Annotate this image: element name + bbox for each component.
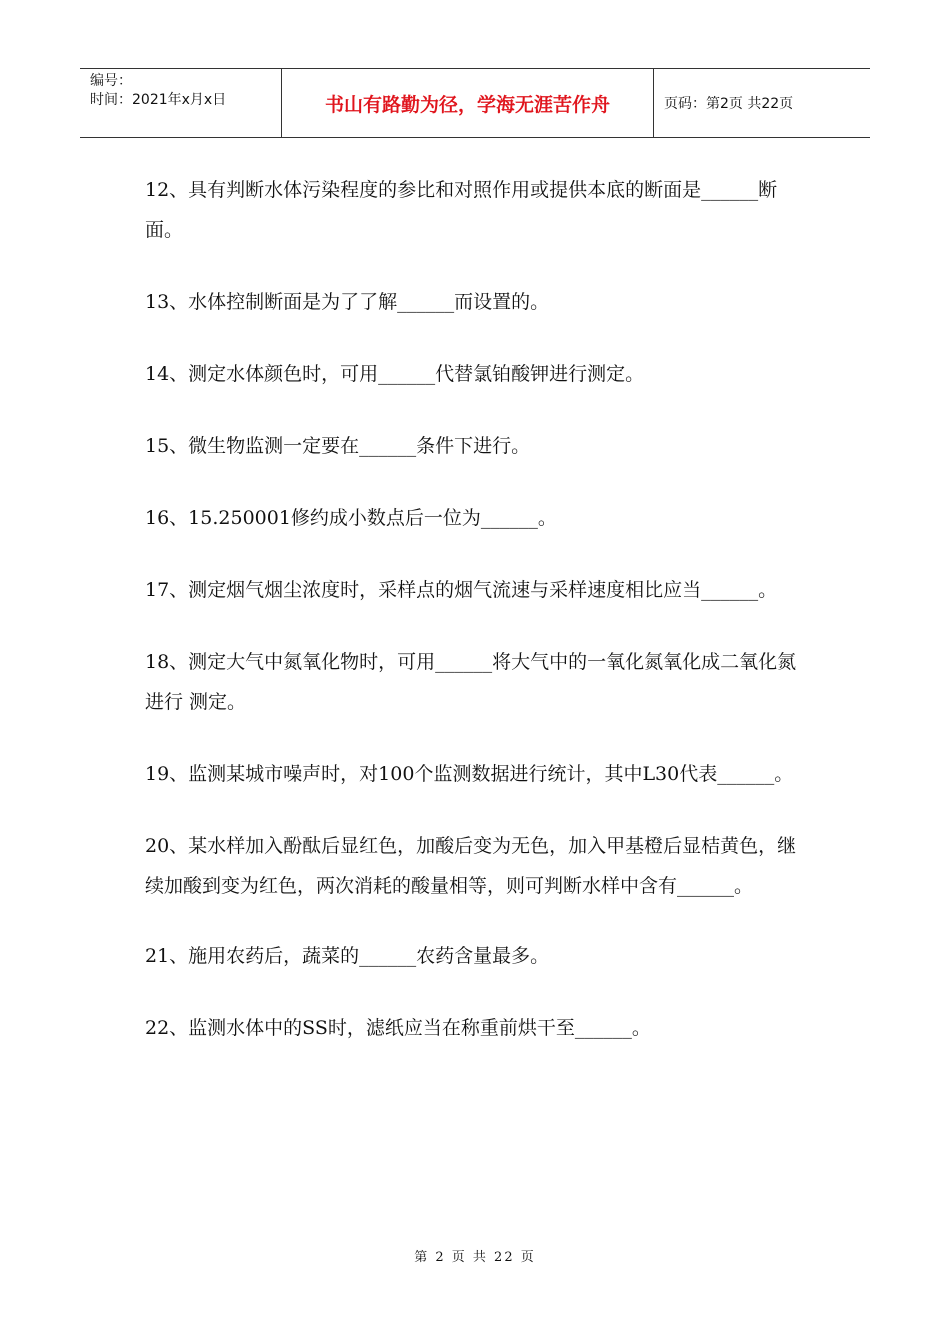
question-12: 12、具有判断水体污染程度的参比和对照作用或提供本底的断面是______断面。 bbox=[145, 179, 778, 241]
header-page-info: 页码：第2页 共22页 bbox=[664, 96, 794, 112]
header-motto: 书山有路勤为径，学海无涯苦作舟 bbox=[282, 69, 654, 137]
question-13: 13、水体控制断面是为了了解______而设置的。 bbox=[145, 291, 550, 313]
question-list bbox=[145, 170, 805, 1080]
document-time-label: 时间：2021年x月x日 bbox=[90, 92, 227, 108]
question-19: 19、监测某城市噪声时，对100个监测数据进行统计，其中L30代表______。 bbox=[145, 763, 794, 785]
question-15: 15、微生物监测一定要在______条件下进行。 bbox=[145, 435, 531, 457]
document-number-label: 编号： bbox=[90, 73, 132, 89]
question-21: 21、施用农药后，蔬菜的______农药含量最多。 bbox=[145, 945, 550, 967]
question-16: 16、15.250001修约成小数点后一位为______。 bbox=[145, 507, 557, 529]
question-22: 22、监测水体中的SS时，滤纸应当在称重前烘干至______。 bbox=[145, 1017, 651, 1039]
question-20: 20、某水样加入酚酞后显红色，加酸后变为无色，加入甲基橙后显桔黄色，继续加酸到变为红色，两次消耗的酸量相等，则可判断水样中含有______。 bbox=[145, 835, 797, 897]
question-17: 17、测定烟气烟尘浓度时，采样点的烟气流速与采样速度相比应当______。 bbox=[145, 579, 778, 601]
header-meta bbox=[80, 69, 282, 137]
page-footer: 第 2 页 共 22 页 bbox=[414, 1250, 536, 1265]
question-18: 18、测定大气中氮氧化物时，可用______将大气中的一氧化氮氧化成二氧化氮进行 测定。 bbox=[145, 651, 797, 713]
question-14: 14、测定水体颜色时，可用______代替氯铂酸钾进行测定。 bbox=[145, 363, 645, 385]
page-header bbox=[80, 68, 870, 138]
